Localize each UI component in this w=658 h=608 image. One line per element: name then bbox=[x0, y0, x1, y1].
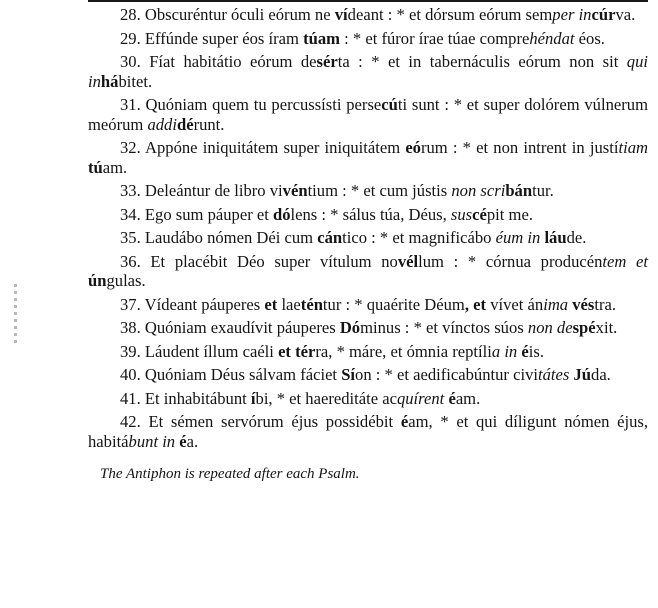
verse-text: pit me. bbox=[486, 204, 533, 224]
verse-37: 37. Vídeant páuperes et laeténtur : * quaérite Déum, et vívet ánima véstra. bbox=[120, 294, 617, 314]
verse-number: 35 bbox=[120, 228, 137, 247]
italic-text: tem et bbox=[602, 251, 649, 271]
verse-text: éos. bbox=[574, 28, 605, 48]
verse-number: 42 bbox=[120, 412, 137, 431]
verse-text: tur. bbox=[532, 181, 554, 200]
accent-syllable: Dó bbox=[339, 318, 361, 337]
verse-text: bi, * et haereditáte ac bbox=[255, 388, 397, 408]
verse-text: Ego sum páuper et bbox=[144, 204, 273, 224]
accent-syllable: há bbox=[100, 71, 119, 91]
verse-text: Et sémen servórum éjus possidébit bbox=[148, 412, 401, 431]
verse-text: Effúnde super éos íram bbox=[144, 28, 304, 48]
verse-text: Fíat habitátio eórum de bbox=[149, 52, 317, 71]
verse-text: tra. bbox=[594, 294, 617, 314]
accent-syllable: tú bbox=[88, 157, 103, 177]
verse-text: Laudábo nómen Déi cum bbox=[144, 228, 318, 247]
italic-text: addi bbox=[147, 114, 177, 134]
verse-text: am. bbox=[455, 388, 481, 408]
italic-text: qui in bbox=[88, 52, 648, 91]
verse-text: Quóniam exaudívit páuperes bbox=[144, 318, 340, 337]
verse-29: 29. Effúnde super éos íram túam : * et fúror írae túae comprehéndat éos. bbox=[120, 28, 605, 48]
verse-text: Láudent íllum caéli bbox=[144, 341, 279, 361]
verse-text: is. bbox=[528, 341, 544, 361]
verse-31: 31. Quóniam quem tu percussísti persecúti sunt : * et super dolórem vúlnerum meórum addidérunt. bbox=[88, 95, 648, 134]
italic-text: bunt in bbox=[128, 431, 176, 451]
italic-text: sus bbox=[450, 204, 473, 224]
verse-33: 33. Deleántur de libro vivéntium : * et cum jústis non scribántur. bbox=[120, 181, 554, 200]
accent-syllable: é bbox=[179, 431, 187, 451]
antiphon-note: The Antiphon is repeated after each Psalm. bbox=[100, 466, 360, 482]
verse-text: Et placébit Déo super vítulum no bbox=[150, 251, 398, 271]
verse-number: 37 bbox=[120, 294, 137, 314]
psalm-page bbox=[88, 5, 648, 483]
verse-number: 36 bbox=[120, 251, 137, 271]
verse-list bbox=[88, 5, 648, 451]
verse-text: minus : * et vínctos súos bbox=[360, 318, 528, 337]
italic-text: tátes bbox=[537, 365, 570, 384]
accent-syllable: cú bbox=[381, 95, 398, 114]
accent-syllable: Jú bbox=[573, 365, 592, 384]
accent-syllable: cúr bbox=[591, 5, 616, 24]
accent-syllable: , et bbox=[464, 294, 487, 314]
verse-number: 40 bbox=[120, 365, 137, 384]
accent-syllable: é bbox=[448, 388, 456, 408]
verse-text: Quóniam quem tu percussísti perse bbox=[145, 95, 382, 114]
verse-39: 39. Láudent íllum caéli et térra, * máre, et ómnia reptília in éis. bbox=[120, 341, 544, 361]
accent-syllable: vén bbox=[282, 181, 308, 200]
italic-text: héndat bbox=[529, 28, 575, 48]
accent-syllable: et bbox=[264, 294, 278, 314]
accent-syllable: et bbox=[278, 341, 291, 361]
verse-number: 38 bbox=[120, 318, 137, 337]
verse-41: 41. Et inhabitábunt íbi, * et haereditáte acquírent éam. bbox=[120, 388, 481, 408]
verse-text: Quóniam Déus sálvam fáciet bbox=[144, 365, 342, 384]
accent-syllable: sér bbox=[316, 52, 338, 71]
verse-number: 39 bbox=[120, 341, 137, 361]
margin-scan-marks bbox=[14, 284, 17, 344]
accent-syllable: ún bbox=[88, 271, 107, 290]
verse-text: Deleántur de libro vi bbox=[144, 181, 283, 200]
accent-syllable: dé bbox=[176, 114, 194, 134]
verse-text: Appóne iniquitátem super iniquitátem bbox=[145, 138, 406, 157]
verse-number: 34 bbox=[120, 204, 137, 224]
accent-syllable: Sí bbox=[341, 365, 356, 384]
verse-number: 30 bbox=[120, 52, 137, 71]
accent-syllable: tén bbox=[300, 294, 323, 314]
verse-text: xit. bbox=[595, 318, 618, 337]
verse-32: 32. Appóne iniquitátem super iniquitátem eórum : * et non intrent in justítiam túam. bbox=[88, 138, 648, 177]
italic-text: éum in bbox=[495, 228, 541, 247]
verse-text: a. bbox=[186, 431, 199, 451]
verse-text: tico : * et magnificábo bbox=[342, 228, 496, 247]
verse-text: Vídeant páuperes bbox=[144, 294, 265, 314]
italic-text: tiam bbox=[618, 138, 648, 157]
italic-text: quírent bbox=[396, 388, 445, 408]
accent-syllable: vés bbox=[572, 294, 595, 314]
top-rule bbox=[88, 0, 648, 2]
verse-text: bitet. bbox=[118, 71, 153, 91]
verse-42: 42. Et sémen servórum éjus possidébit éam, * et qui díligunt nómen éjus, habitábunt in éa. bbox=[88, 412, 648, 451]
verse-text: deant : * et dórsum eórum sem bbox=[347, 5, 553, 24]
verse-text: lum : * córnua producén bbox=[418, 251, 603, 271]
verse-text: gulas. bbox=[106, 271, 146, 290]
accent-syllable: túam bbox=[303, 28, 340, 48]
verse-28: 28. Obscuréntur óculi eórum ne vídeant : * et dórsum eórum semper incúrva. bbox=[120, 5, 636, 24]
accent-syllable: í bbox=[250, 388, 256, 408]
verse-text: runt. bbox=[193, 114, 225, 134]
accent-syllable: vél bbox=[397, 251, 419, 271]
verse-text: am, * et qui díligunt nómen éjus, habitá bbox=[88, 412, 648, 451]
accent-syllable: bán bbox=[505, 181, 533, 200]
accent-syllable: tér bbox=[295, 341, 316, 361]
verse-40: 40. Quóniam Déus sálvam fáciet Síon : * et aedificabúntur civitátes Júda. bbox=[120, 365, 611, 384]
verse-number: 29 bbox=[120, 28, 137, 48]
verse-text: lae bbox=[277, 294, 301, 314]
verse-text: ti sunt : * et super dolórem vúlnerum meórum bbox=[88, 95, 648, 134]
italic-text: non de bbox=[527, 318, 573, 337]
verse-text: lens : * sálus túa, Déus, bbox=[290, 204, 451, 224]
verse-text: va. bbox=[615, 5, 636, 24]
verse-text: on : * et aedificabúntur civi bbox=[355, 365, 538, 384]
verse-text: : * et fúror írae túae compre bbox=[339, 28, 530, 48]
accent-syllable: láu bbox=[544, 228, 567, 247]
accent-syllable: ví bbox=[334, 5, 348, 24]
verse-number: 33 bbox=[120, 181, 137, 200]
verse-number: 32 bbox=[120, 138, 137, 157]
accent-syllable: cé bbox=[472, 204, 487, 224]
verse-text: am. bbox=[102, 157, 128, 177]
verse-text: tium : * et cum jústis bbox=[307, 181, 452, 200]
verse-number: 41 bbox=[120, 388, 137, 408]
verse-35: 35. Laudábo nómen Déi cum cántico : * et magnificábo éum in láude. bbox=[120, 228, 587, 247]
verse-number: 31 bbox=[120, 95, 137, 114]
italic-text: non scri bbox=[451, 181, 506, 200]
verse-text: vívet án bbox=[486, 294, 544, 314]
verse-38: 38. Quóniam exaudívit páuperes Dóminus : * et vínctos súos non despéxit. bbox=[120, 318, 618, 337]
verse-text: ta : * et in tabernáculis eórum non sit bbox=[337, 52, 627, 71]
accent-syllable: cán bbox=[317, 228, 343, 247]
verse-text: ra, * máre, et ómnia reptíli bbox=[315, 341, 492, 361]
italic-text: a in bbox=[491, 341, 518, 361]
italic-text: ima bbox=[543, 294, 569, 314]
verse-text: da. bbox=[591, 365, 611, 384]
verse-34: 34. Ego sum páuper et dólens : * sálus túa, Déus, suscépit me. bbox=[120, 204, 533, 224]
accent-syllable: eó bbox=[405, 138, 421, 157]
verse-text: Obscuréntur óculi eórum ne bbox=[144, 5, 335, 24]
accent-syllable: é bbox=[400, 412, 409, 431]
verse-text: rum : * et non intrent in justí bbox=[420, 138, 619, 157]
accent-syllable: spé bbox=[572, 318, 596, 337]
verse-text: tur : * quaérite Déum bbox=[322, 294, 465, 314]
verse-number: 28 bbox=[120, 5, 137, 24]
verse-30: 30. Fíat habitátio eórum desérta : * et in tabernáculis eórum non sit qui inhábitet. bbox=[88, 52, 648, 91]
italic-text: per in bbox=[552, 5, 592, 24]
verse-text: de. bbox=[566, 228, 587, 247]
accent-syllable: dó bbox=[273, 204, 291, 224]
verse-text: Et inhabitábunt bbox=[144, 388, 251, 408]
accent-syllable: é bbox=[521, 341, 529, 361]
verse-36: 36. Et placébit Déo super vítulum novéllum : * córnua producéntem et úngulas. bbox=[88, 251, 649, 290]
